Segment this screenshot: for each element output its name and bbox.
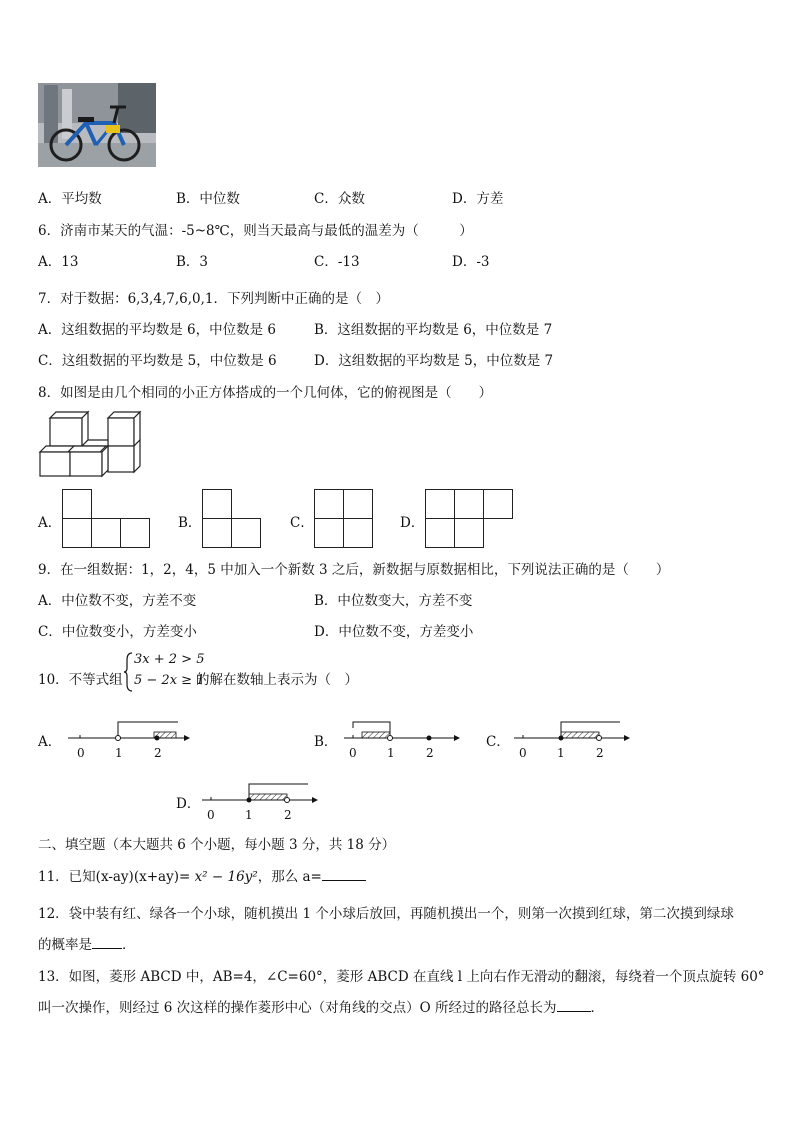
q8-option-c: C．: [290, 515, 314, 531]
q10-c-tick-2: 2: [596, 746, 604, 760]
q12-line2: [38, 933, 136, 953]
q10-d-tick-0: 0: [207, 808, 215, 822]
q13-line2-end: ．: [590, 1000, 605, 1016]
q6-option-c: C．-13: [314, 254, 360, 270]
q8-option-a-grid: [62, 489, 152, 549]
q5-option-d: D．方差: [452, 191, 504, 207]
q13-line2-text: 叫一次操作，则经过 6 次这样的操作菱形中心（对角线的交点）O 所经过的路径总长为: [38, 1000, 557, 1016]
q12-line1: 12．袋中装有红、绿各一个小球，随机摸出 1 个小球后放回，再随机摸出一个，则第一次摸到红球，第二次摸到绿球: [38, 906, 734, 922]
q10-brace: [124, 652, 134, 692]
q7-option-d: D．这组数据的平均数是 5，中位数是 7: [314, 353, 554, 369]
q11-expression: x² − 16y²: [194, 869, 258, 885]
q5-option-b: B．中位数: [176, 191, 240, 207]
q8-option-b-grid: [202, 489, 262, 549]
q8-option-b: B．: [178, 515, 202, 531]
q11-suffix: ，那么 a=: [257, 869, 322, 885]
q9-option-a: A．中位数不变，方差不变: [38, 593, 197, 609]
q10-a-tick-2: 2: [154, 746, 162, 760]
q10-option-c-numberline: [512, 718, 630, 746]
q7-option-a: A．这组数据的平均数是 6，中位数是 6: [38, 322, 277, 338]
q10-b-tick-2: 2: [426, 746, 434, 760]
q7-option-c: C．这组数据的平均数是 5，中位数是 6: [38, 353, 277, 369]
q8-cube-figure: [38, 410, 150, 476]
q6-option-b: B．3: [176, 254, 209, 270]
q10-suffix: 的解在数轴上表示为（ ）: [196, 672, 358, 688]
q12-line2-end: ．: [122, 937, 136, 953]
q7-option-b: B．这组数据的平均数是 6，中位数是 7: [314, 322, 553, 338]
q6-stem: 6．济南市某天的气温：-5~8℃，则当天最高与最低的温差为（ ）: [38, 223, 473, 239]
q5-option-c: C．众数: [314, 191, 365, 207]
q10-c-tick-1: 1: [557, 746, 565, 760]
q11-prefix: 11．已知(x-ay)(x+ay)=: [38, 869, 195, 885]
q11-question: [38, 865, 366, 885]
q9-option-c: C．中位数变小，方差变小: [38, 624, 197, 640]
bicycle-photo: [38, 83, 156, 167]
q10-option-a-numberline: [66, 718, 190, 746]
q10-option-d-numberline: [200, 780, 318, 808]
q13-answer-blank[interactable]: [557, 999, 591, 1012]
q8-option-d: D．: [400, 515, 425, 531]
q10-a-tick-0: 0: [77, 746, 85, 760]
q10-c-tick-0: 0: [519, 746, 527, 760]
q10-d-tick-1: 1: [245, 808, 253, 822]
q10-inequality-2: 5 − 2x ≥ 1: [134, 673, 205, 688]
q10-option-c: C．: [486, 734, 510, 750]
q9-option-b: B．中位数变大，方差不变: [314, 593, 473, 609]
q10-a-tick-1: 1: [115, 746, 123, 760]
q13-line2: [38, 996, 604, 1016]
q8-stem: 8．如图是由几个相同的小正方体搭成的一个几何体，它的俯视图是（ ）: [38, 385, 493, 401]
q10-b-tick-1: 1: [387, 746, 395, 760]
q12-line2-text: 的概率是: [38, 937, 92, 953]
q8-option-c-grid: [314, 489, 374, 549]
q10-option-b-numberline: [342, 718, 460, 746]
q10-d-tick-2: 2: [284, 808, 292, 822]
q8-option-d-grid: [425, 489, 515, 549]
q10-option-d: D．: [176, 796, 201, 812]
q11-answer-blank[interactable]: [322, 868, 366, 881]
q12-answer-blank[interactable]: [92, 936, 122, 949]
q10-prefix: 10．不等式组: [38, 672, 123, 688]
q9-stem: 9．在一组数据：1，2，4，5 中加入一个新数 3 之后，新数据与原数据相比，下列说法正确的是（ ）: [38, 562, 670, 578]
q6-option-d: D．-3: [452, 254, 490, 270]
q10-inequality-1: 3x + 2 > 5: [134, 652, 205, 667]
q10-b-tick-0: 0: [349, 746, 357, 760]
section-heading-fill-blank: 二、填空题（本大题共 6 个小题，每小题 3 分，共 18 分）: [38, 837, 396, 853]
q7-stem: 7．对于数据：6,3,4,7,6,0,1．下列判断中正确的是（ ）: [38, 291, 389, 307]
q6-option-a: A．13: [38, 254, 79, 270]
q10-option-a: A．: [38, 734, 62, 750]
q5-option-a: A．平均数: [38, 191, 102, 207]
q8-option-a: A．: [38, 515, 62, 531]
q13-line1: 13．如图，菱形 ABCD 中，AB=4，∠C=60°，菱形 ABCD 在直线 l 上向右作无滑动的翻滚，每绕着一个顶点旋转 60°: [38, 969, 765, 985]
q10-option-b: B．: [314, 734, 338, 750]
q9-option-d: D．中位数不变，方差变小: [314, 624, 474, 640]
